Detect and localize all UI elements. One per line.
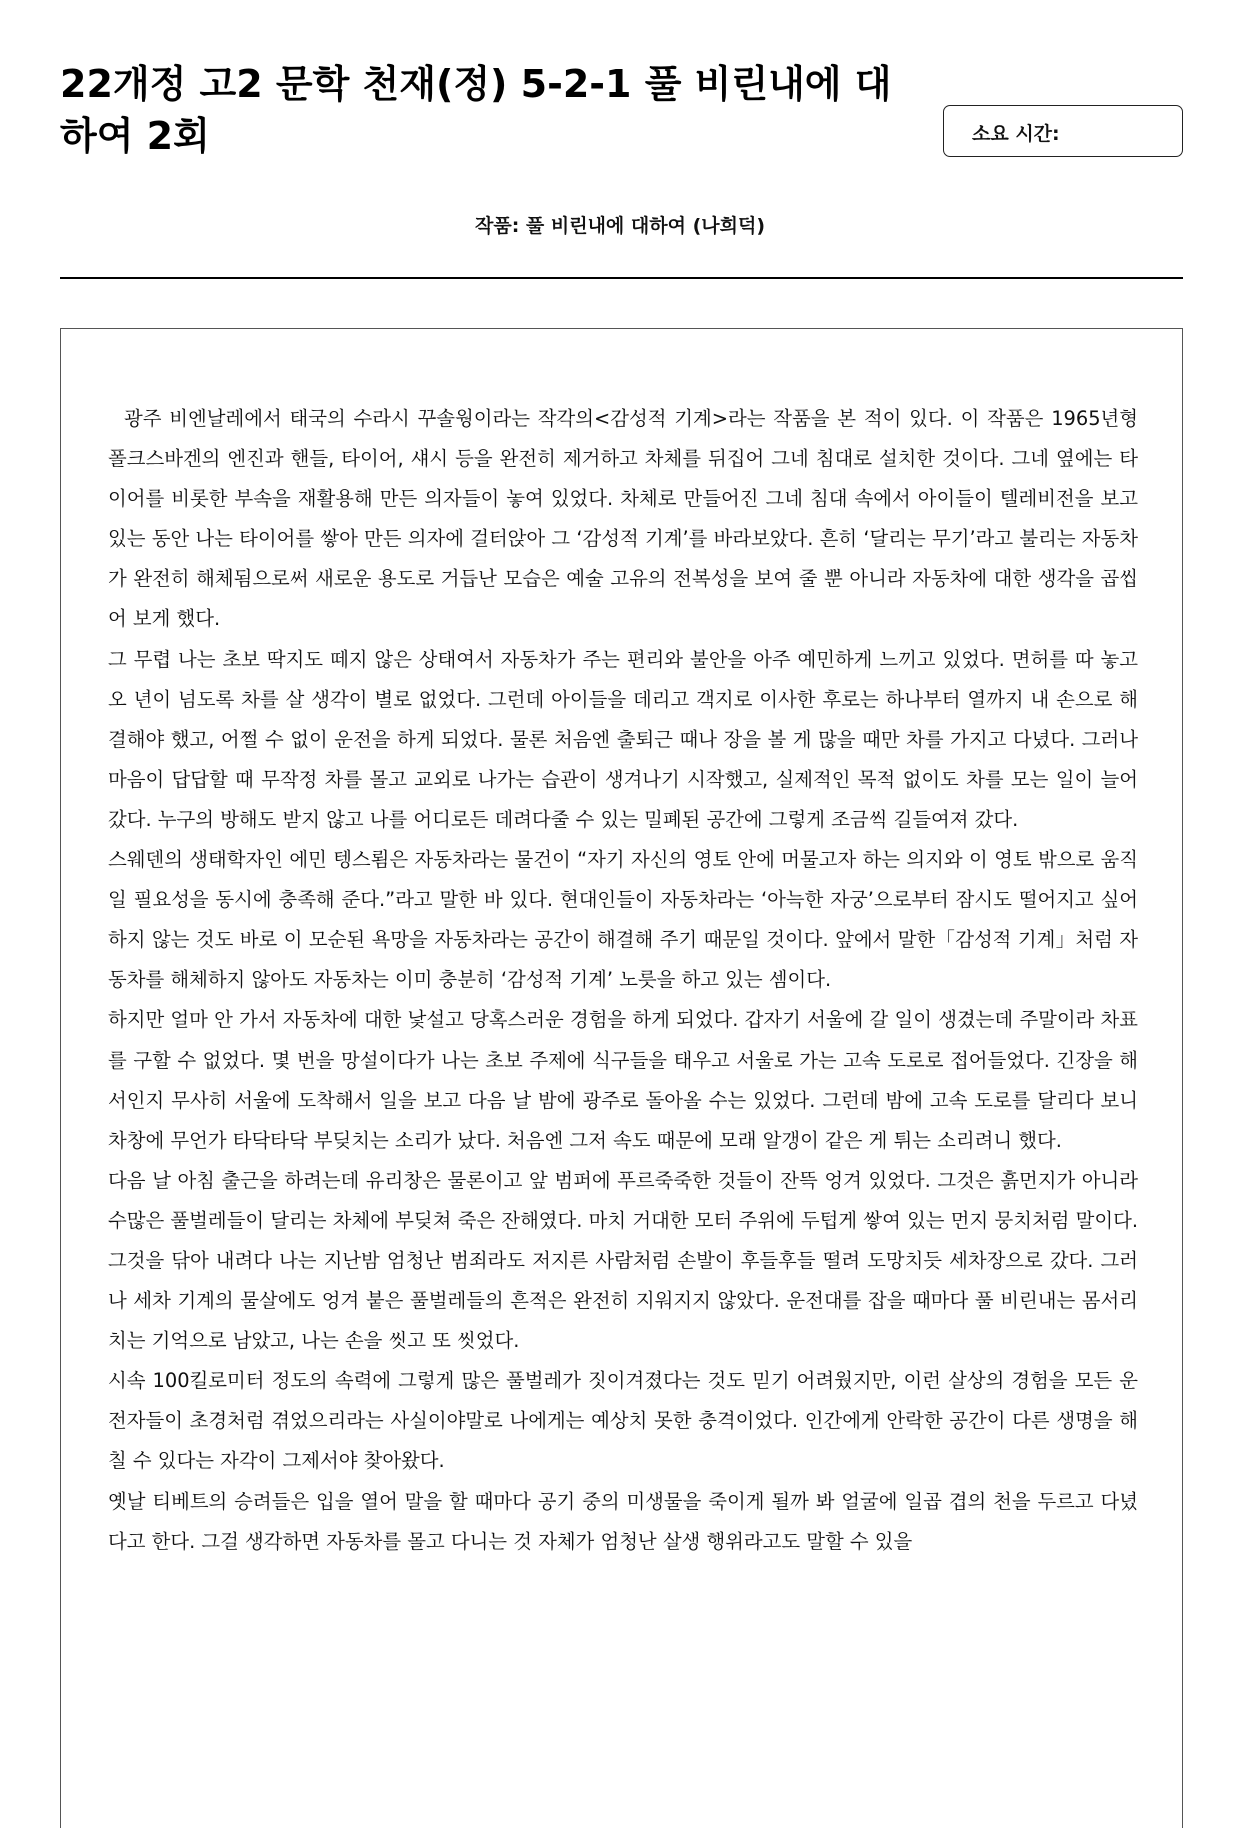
paragraph: 광주 비엔날레에서 태국의 수라시 꾸솔웡이라는 작각의<감성적 기계>라는 작품을 본 적이 있다. 이 작품은 1965년형 폴크스바겐의 엔진과 핸들, 타이어, 섀시 등을 완전히 제거하고 차체를 뒤집어 그네 침대로 설치한 것이다. 그네 옆에는 타이어를 비롯한 부속을 재활용해 만든 의자들이 놓여 있었다. 차체로 만들어진 그네 침대 속에서 아이들이 텔레비전을 보고 있는 동안 나는 타이어를 쌓아 만든 의자에 걸터앉아 그 ‘감성적 기계’를 바라보았다. 흔히 ‘달리는 무기’라고 불리는 자동차가 완전히 해체됨으로써 새로운 용도로 거듭난 모습은 예술 고유의 전복성을 보여 줄 뿐 아니라 자동차에 대한 생각을 곱씹어 보게 했다. [108,407,1138,631]
time-box [943,105,1183,157]
time-label: 소요 시간: [972,123,1060,145]
header-divider [60,277,1183,279]
paragraph: 스웨덴의 생태학자인 에민 텡스룀은 자동차라는 물건이 “자기 자신의 영토 안에 머물고자 하는 의지와 이 영토 밖으로 움직일 필요성을 동시에 충족해 준다.”라고 말한 바 있다. 현대인들이 자동차라는 ‘아늑한 자궁’으로부터 잠시도 떨어지고 싶어 하지 않는 것도 바로 이 모순된 욕망을 자동차라는 공간이 해결해 주기 때문일 것이다. 앞에서 말한「감성적 기계」처럼 자동차를 해체하지 않아도 자동차는 이미 충분히 ‘감성적 기계’ 노릇을 하고 있는 셈이다. [108,848,1138,992]
paragraph: 시속 100킬로미터 정도의 속력에 그렇게 많은 풀벌레가 짓이겨졌다는 것도 믿기 어려웠지만, 이런 살상의 경험을 모든 운전자들이 초경처럼 겪었으리라는 사실이야말로 나에게는 예상치 못한 충격이었다. 인간에게 안락한 공간이 다른 생명을 해칠 수 있다는 자각이 그제서야 찾아왔다. [108,1369,1138,1473]
paragraph: 그 무렵 나는 초보 딱지도 떼지 않은 상태여서 자동차가 주는 편리와 불안을 아주 예민하게 느끼고 있었다. 면허를 따 놓고 오 년이 넘도록 차를 살 생각이 별로 없었다. 그런데 아이들을 데리고 객지로 이사한 후로는 하나부터 열까지 내 손으로 해결해야 했고, 어쩔 수 없이 운전을 하게 되었다. 물론 처음엔 출퇴근 때나 장을 볼 게 많을 때만 차를 가지고 다녔다. 그러나 마음이 답답할 때 무작정 차를 몰고 교외로 나가는 습관이 생겨나기 시작했고, 실제적인 목적 없이도 차를 모는 일이 늘어 갔다. 누구의 방해도 받지 않고 나를 어디로든 데려다줄 수 있는 밀폐된 공간에 그렇게 조금씩 길들여져 갔다. [108,647,1138,831]
paragraph: 옛날 티베트의 승려들은 입을 열어 말을 할 때마다 공기 중의 미생물을 죽이게 될까 봐 얼굴에 일곱 겹의 천을 두르고 다녔다고 한다. 그걸 생각하면 자동차를 몰고 다니는 것 자체가 엄청난 살생 행위라고도 말할 수 있을 [108,1489,1138,1553]
page-title: 22개정 고2 문학 천재(정) 5-2-1 풀 비린내에 대하여 2회 [60,62,892,158]
paragraph: 하지만 얼마 안 가서 자동차에 대한 낯설고 당혹스러운 경험을 하게 되었다. 갑자기 서울에 갈 일이 생겼는데 주말이라 차표를 구할 수 없었다. 몇 번을 망설이다가 나는 초보 주제에 식구들을 태우고 서울로 가는 고속 도로로 접어들었다. 긴장을 해서인지 무사히 서울에 도착해서 일을 보고 다음 날 밤에 광주로 돌아올 수는 있었다. 그런데 밤에 고속 도로를 달리다 보니 차창에 무언가 타닥타닥 부딪치는 소리가 났다. 처음엔 그저 속도 때문에 모래 알갱이 같은 게 튀는 소리려니 했다. [108,1008,1138,1152]
paragraph: 다음 날 아침 출근을 하려는데 유리창은 물론이고 앞 범퍼에 푸르죽죽한 것들이 잔뜩 엉겨 있었다. 그것은 흙먼지가 아니라 수많은 풀벌레들이 달리는 차체에 부딪쳐 죽은 잔해였다. 마치 거대한 모터 주위에 두텁게 쌓여 있는 먼지 뭉치처럼 말이다. 그것을 닦아 내려다 나는 지난밤 엄청난 범죄라도 저지른 사람처럼 손발이 후들후들 떨려 도망치듯 세차장으로 갔다. 그러나 세차 기계의 물살에도 엉겨 붙은 풀벌레들의 흔적은 완전히 지워지지 않았다. 운전대를 잡을 때마다 풀 비린내는 몸서리치는 기억으로 남았고, 나는 손을 씻고 또 씻었다. [108,1168,1138,1353]
work-subtitle: 작품: 풀 비린내에 대하여 (나희덕) [474,215,766,237]
passage-text [108,399,1138,1562]
